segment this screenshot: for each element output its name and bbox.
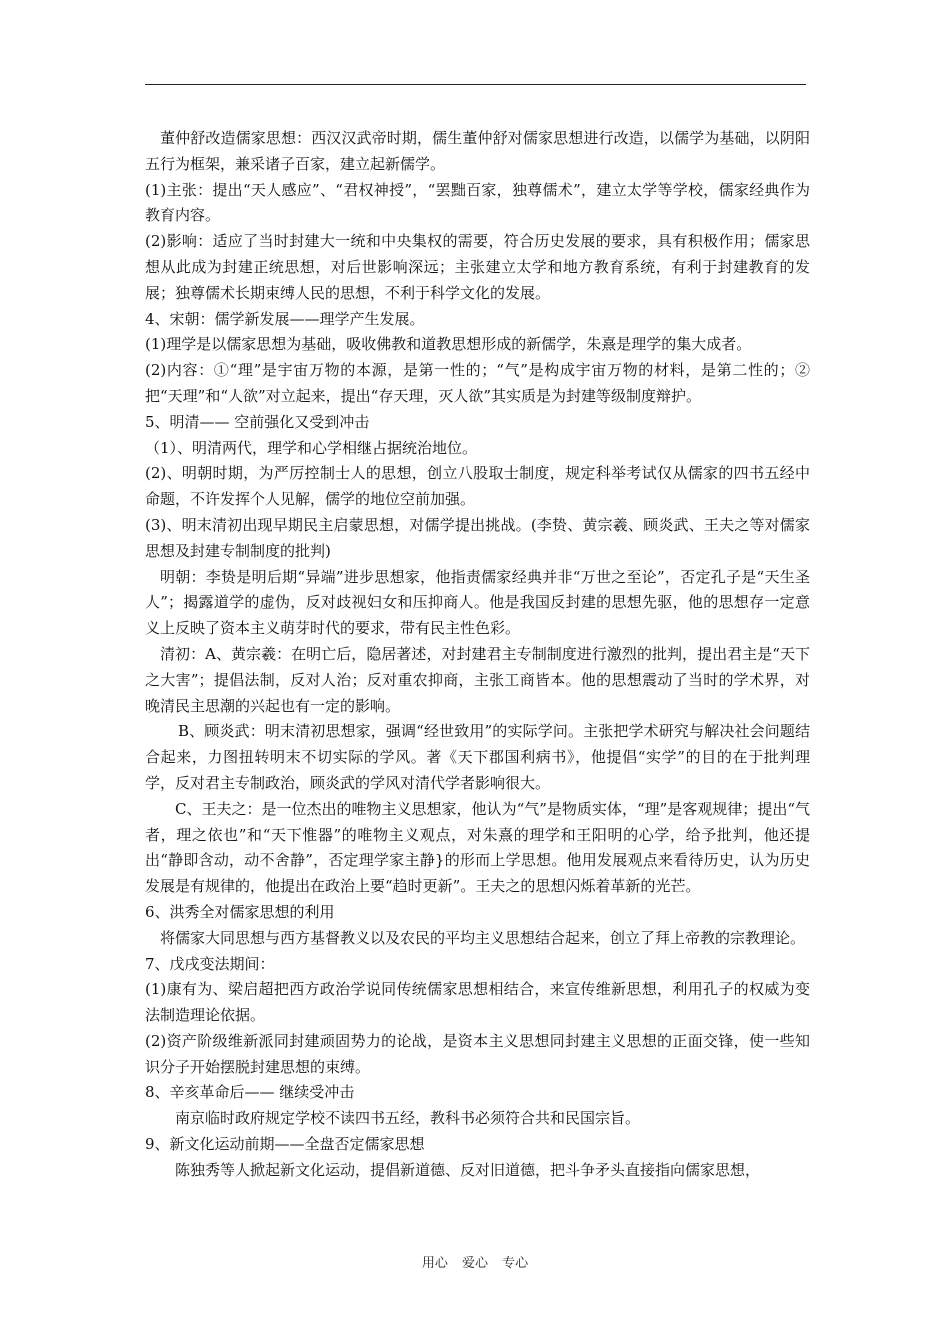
paragraph: 4、宋朝：儒学新发展——理学产生发展。 bbox=[145, 309, 425, 328]
paragraph: (2)影响：适应了当时封建大一统和中央集权的需要，符合历史发展的要求，具有积极作用；儒家思想从此成为封建正统思想，对后世影响深远；主张建立太学和地方教育系统，有利于封建教育的发展；独尊儒术长期束缚人民的思想，不利于科学文化的发展。 bbox=[145, 232, 810, 302]
paragraph: 8、辛亥革命后—— 继续受冲击 bbox=[145, 1083, 355, 1102]
paragraph: (2)、明朝时期，为严厉控制士人的思想，创立八股取士制度，规定科举考试仅从儒家的四书五经中命题，不许发挥个人见解，儒学的地位空前加强。 bbox=[145, 464, 810, 509]
paragraph: (1)理学是以儒家思想为基础，吸收佛教和道教思想形成的新儒学，朱熹是理学的集大成者。 bbox=[145, 335, 752, 354]
paragraph: (2)内容：①“理”是宇宙万物的本源，是第一性的；“气”是构成宇宙万物的材料，是第二性的；②把“天理”和“人欲”对立起来，提出“存天理，灭人欲”其实质是为封建等级制度辩护。 bbox=[145, 361, 810, 405]
paragraph: 南京临时政府规定学校不读四书五经，教科书必须符合共和民国宗旨。 bbox=[175, 1109, 641, 1128]
paragraph: 9、新文化运动前期——全盘否定儒家思想 bbox=[145, 1135, 425, 1154]
paragraph: (1)康有为、梁启超把西方政治学说同传统儒家思想相结合，来宣传维新思想，利用孔子的权威为变法制造理论依据。 bbox=[145, 980, 810, 1025]
paragraph: 董仲舒改造儒家思想：西汉汉武帝时期，儒生董仲舒对儒家思想进行改造，以儒学为基础，以阴阳五行为框架，兼采诸子百家，建立起新儒学。 bbox=[145, 129, 810, 173]
paragraph: 明朝：李贽是明后期“异端”进步思想家，他指责儒家经典并非“万世之至论”，否定孔子是“天生圣人”；揭露道学的虚伪，反对歧视妇女和压抑商人。他是我国反封建的思想先驱，他的思想存一定意义上反映了资本主义萌芽时代的要求，带有民主性色彩。 bbox=[145, 567, 810, 638]
paragraph: 6、洪秀全对儒家思想的利用 bbox=[145, 902, 335, 921]
paragraph: 陈独秀等人掀起新文化运动，提倡新道德、反对旧道德，把斗争矛头直接指向儒家思想， bbox=[175, 1160, 761, 1179]
paragraph: B、顾炎武：明末清初思想家，强调“经世致用”的实际学问。主张把学术研究与解决社会问题结合起来，力图扭转明末不切实际的学风。著《天下郡国利病书》，他提倡“实学”的目的在于批判理学，反对君主专制政治，顾炎武的学风对清代学者影响很大。 bbox=[145, 722, 810, 792]
paragraph: （1）、明清两代，理学和心学相继占据统治地位。 bbox=[145, 438, 478, 457]
page-footer: 用心 爱心 专心 bbox=[421, 1256, 529, 1271]
paragraph: (3)、明末清初出现早期民主启蒙思想，对儒学提出挑战。(李贽、黄宗羲、顾炎武、王夫之等对儒家思想及封建专制制度的批判) bbox=[145, 515, 810, 560]
header-rule bbox=[145, 84, 806, 85]
paragraph: 5、明清—— 空前强化又受到冲击 bbox=[145, 412, 370, 431]
paragraph: (2)资产阶级维新派同封建顽固势力的论战，是资本主义思想同封建主义思想的正面交锋，使一些知识分子开始摆脱封建思想的束缚。 bbox=[145, 1031, 810, 1076]
paragraph: 将儒家大同思想与西方基督教义以及农民的平均主义思想结合起来，创立了拜上帝教的宗教理论。 bbox=[160, 928, 806, 947]
paragraph: (1)主张：提出“天人感应”、“君权神授”，“罢黜百家，独尊儒术”，建立太学等学校，儒家经典作为教育内容。 bbox=[145, 180, 810, 225]
paragraph: C、王夫之：是一位杰出的唯物主义思想家，他认为“气”是物质实体，“理”是客观规律；提出“气者，理之依也”和“天下惟器”的唯物主义观点，对朱熹的理学和王阳明的心学，给予批判，他还提出“静即含动，动不舍静”，否定理学家主静}的形而上学思想。他用发展观点来看待历史，认为历史发展是有规律的，他提出在政治上要“趋时更新”。王夫之的思想闪烁着革新的光芒。 bbox=[145, 799, 810, 896]
paragraph: 清初：A、黄宗羲：在明亡后，隐居著述，对封建君主专制制度进行激烈的批判，提出君主是“天下之大害”；提倡法制，反对人治；反对重农抑商，主张工商皆本。他的思想震动了当时的学术界，对晚清民主思潮的兴起也有一定的影响。 bbox=[145, 644, 810, 715]
paragraph: 7、戊戌变法期间： bbox=[145, 954, 275, 973]
document-body bbox=[145, 126, 810, 1184]
